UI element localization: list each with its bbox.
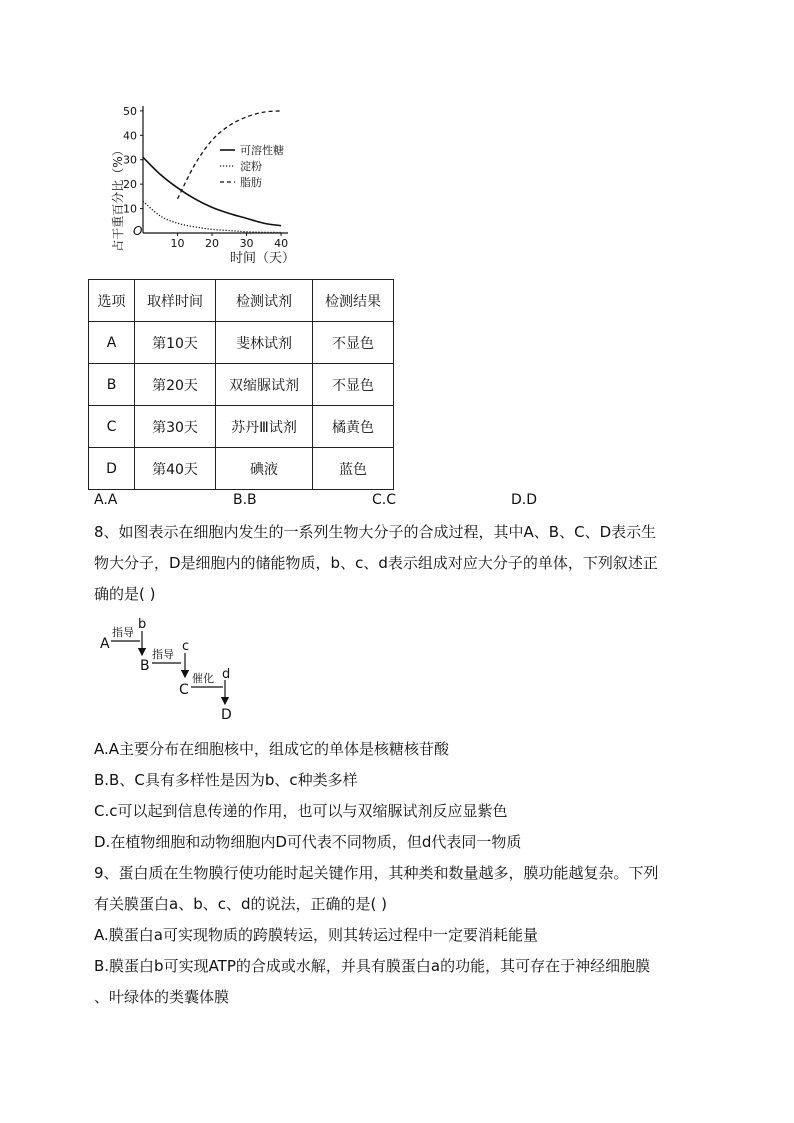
table-cell: 第30天 xyxy=(135,406,216,448)
table-header: 检测结果 xyxy=(313,280,394,322)
q7-choice-d: D.D xyxy=(511,492,538,508)
table-row xyxy=(89,364,394,406)
q7-choice-c: C.C xyxy=(372,492,397,508)
x-tick-label: 40 xyxy=(274,237,289,250)
table-cell: 不显色 xyxy=(313,364,394,406)
table-cell: 橘黄色 xyxy=(313,406,394,448)
arrow-label-guide: 指导 xyxy=(112,626,134,639)
table-row xyxy=(89,448,394,490)
node-a: A xyxy=(100,636,110,652)
y-tick-label: 50 xyxy=(123,104,137,118)
q9-stem-line: 有关膜蛋白a、b、c、d的说法，正确的是( ) xyxy=(94,895,387,913)
q9-option-b-continued: 、叶绿体的类囊体膜 xyxy=(94,988,230,1006)
table-cell: 第40天 xyxy=(135,448,216,490)
table-cell: 第10天 xyxy=(135,322,216,364)
node-c: C xyxy=(179,682,189,698)
q8-option-c: C.c可以起到信息传递的作用，也可以与双缩脲试剂反应显紫色 xyxy=(94,802,508,820)
q8-option-d: D.在植物细胞和动物细胞内D可代表不同物质，但d代表同一物质 xyxy=(94,833,522,851)
q9-option-a: A.膜蛋白a可实现物质的跨膜转运，则其转运过程中一定要消耗能量 xyxy=(94,926,538,944)
table-cell: 蓝色 xyxy=(313,448,394,490)
x-tick-label: 10 xyxy=(170,237,185,250)
x-tick-label: 30 xyxy=(239,237,254,250)
y-axis-label: 占干重百分比（%） xyxy=(111,144,125,252)
options-table xyxy=(88,279,394,490)
table-cell: 双缩脲试剂 xyxy=(216,364,313,406)
node-d: D xyxy=(221,707,232,723)
q8-stem-line: 物大分子，D是细胞内的储能物质，b、c、d表示组成对应大分子的单体，下列叙述正 xyxy=(94,554,658,572)
table-header: 检测试剂 xyxy=(216,280,313,322)
q7-choice-a: A.A xyxy=(94,492,118,508)
x-tick-label: 20 xyxy=(205,237,220,250)
table-cell: 斐林试剂 xyxy=(216,322,313,364)
table-cell: D xyxy=(89,448,135,490)
monomer-b: b xyxy=(138,617,147,632)
q8-option-a: A.A主要分布在细胞核中，组成它的单体是核糖核苷酸 xyxy=(94,740,450,758)
origin-label: O xyxy=(133,224,143,238)
table-row xyxy=(89,322,394,364)
monomer-c: c xyxy=(182,639,190,654)
legend-label: 可溶性糖 xyxy=(240,144,284,157)
line-chart xyxy=(100,98,345,273)
q7-choice-b: B.B xyxy=(233,492,257,508)
arrow-label-catalyze: 催化 xyxy=(192,672,214,685)
table-cell: A xyxy=(89,322,135,364)
q9-stem-line: 9、蛋白质在生物膜行使功能时起关键作用，其种类和数量越多，膜功能越复杂。下列 xyxy=(94,864,659,882)
table-cell: B xyxy=(89,364,135,406)
node-b: B xyxy=(140,658,150,674)
table-header: 取样时间 xyxy=(135,280,216,322)
table-cell: 碘液 xyxy=(216,448,313,490)
legend-label: 淀粉 xyxy=(240,160,262,173)
table-header-row xyxy=(89,280,394,322)
y-tick-label: 10 xyxy=(123,202,137,216)
series-line-2 xyxy=(143,201,281,232)
monomer-d: d xyxy=(222,667,231,682)
table-cell: 苏丹Ⅲ试剂 xyxy=(216,406,313,448)
q8-option-b: B.B、C具有多样性是因为b、c种类多样 xyxy=(94,771,358,789)
legend-label: 脂肪 xyxy=(240,176,262,189)
q8-stem-line: 8、如图表示在细胞内发生的一系列生物大分子的合成过程，其中A、B、C、D表示生 xyxy=(94,523,657,541)
y-tick-label: 30 xyxy=(123,153,137,167)
arrow-label-guide: 指导 xyxy=(152,648,174,661)
synthesis-diagram xyxy=(98,614,248,724)
q8-stem-line: 确的是( ) xyxy=(94,585,156,603)
x-axis-label: 时间（天） xyxy=(230,251,296,266)
y-tick-label: 20 xyxy=(123,178,137,192)
y-tick-label: 40 xyxy=(123,129,137,143)
table-row xyxy=(89,406,394,448)
table-cell: 第20天 xyxy=(135,364,216,406)
table-header: 选项 xyxy=(89,280,135,322)
table-cell: C xyxy=(89,406,135,448)
table-cell: 不显色 xyxy=(313,322,394,364)
q9-option-b: B.膜蛋白b可实现ATP的合成或水解，并具有膜蛋白a的功能，其可存在于神经细胞膜 xyxy=(94,957,651,975)
